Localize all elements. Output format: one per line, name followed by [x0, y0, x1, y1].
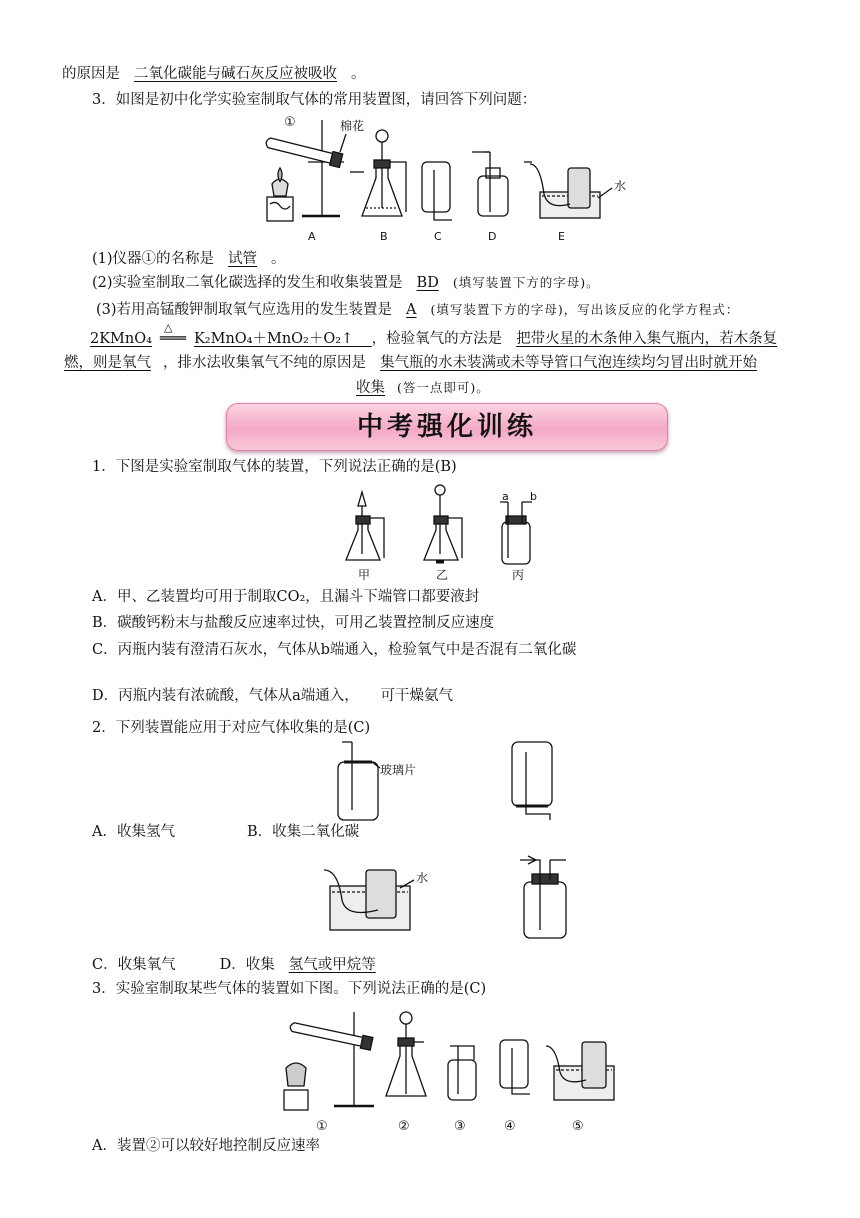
- t2-options-cd: [92, 955, 390, 975]
- wood-block: [267, 197, 293, 221]
- flask-2-icon: [386, 1012, 426, 1096]
- label-a: a: [502, 490, 509, 503]
- text: (1)仪器①的名称是: [92, 251, 215, 267]
- top-line: [62, 64, 366, 84]
- answer-blank: 收集: [356, 380, 385, 396]
- test-tube-icon: [265, 135, 343, 167]
- answer-blank: 氢气或甲烷等: [288, 957, 376, 973]
- equation: [74, 321, 372, 347]
- q3-part2: [92, 273, 600, 293]
- apparatus-figure-t3: [278, 1006, 618, 1136]
- trough-5-icon: [546, 1042, 614, 1100]
- text: 的原因是: [62, 66, 120, 82]
- text: (3)若用高锰酸钾制取氧气应选用的发生装置是: [96, 302, 393, 318]
- answer-blank: 把带火星的木条伸入集气瓶内，若木条复: [516, 331, 778, 347]
- t2-option-b: B．收集二氧化碳: [246, 824, 360, 840]
- answer-blank: 试管: [228, 251, 258, 267]
- t2-option-a: A．收集氢气: [92, 824, 175, 840]
- text: 。: [351, 66, 366, 82]
- bottle-b-icon: [512, 742, 552, 820]
- t3-option-a: A．装置②可以较好地控制反应速率: [92, 1138, 320, 1154]
- glass-label: 玻璃片: [380, 763, 417, 777]
- water-label: 水: [614, 179, 627, 193]
- flask-jia-icon: [346, 492, 384, 560]
- q3-part1: [92, 249, 286, 269]
- section-banner: [226, 403, 668, 451]
- note: (填写装置下方的字母)。: [452, 275, 600, 290]
- apparatus-figure-t2-ab: [330, 738, 570, 828]
- bottle-bing-icon: [500, 502, 532, 564]
- apparatus-figure-t2-cd: [320, 852, 580, 942]
- trough-c-icon: [324, 870, 410, 930]
- label-d: D: [488, 230, 497, 243]
- bottle-a-icon: [338, 742, 378, 820]
- label-a: A: [308, 230, 316, 243]
- t2-option-c: C．收集氧气: [92, 957, 176, 973]
- water-label: 水: [416, 871, 429, 885]
- label-2: ②: [398, 1119, 410, 1134]
- t1-option-d: D．丙瓶内装有浓硫酸，气体从a端通入， 可干燥氨气: [92, 688, 454, 704]
- bottle-d-icon: [520, 856, 566, 938]
- answer-blank: 二氧化碳能与碱石灰反应被吸收: [134, 66, 337, 82]
- text: 。: [271, 251, 286, 267]
- answer-blank: 集气瓶的水未装满或未等导管口气泡连续均匀冒出时就开始: [380, 355, 757, 371]
- label-1: ①: [316, 1119, 328, 1134]
- stand-1-icon: [284, 1012, 374, 1110]
- bottle-c-icon: [422, 162, 452, 220]
- label-e: E: [558, 230, 565, 243]
- label-c: C: [434, 230, 442, 243]
- label-5: ⑤: [572, 1119, 584, 1134]
- bottle-4-icon: [500, 1040, 530, 1094]
- eq-right: K₂MnO₄＋MnO₂＋O₂↑: [193, 331, 354, 347]
- eq-arrow: △ ═══: [152, 329, 194, 349]
- trough-e-icon: [524, 162, 600, 218]
- text: ，排水法收集氧气不纯的原因是: [163, 355, 366, 371]
- label-jia: 甲: [358, 568, 371, 582]
- answer-blank: 燃，则是氧气: [64, 355, 151, 371]
- label-yi: 乙: [436, 568, 449, 582]
- bottle-d-icon: [472, 152, 508, 216]
- t3-stem: 3．实验室制取某些气体的装置如下图。下列说法正确的是(C): [92, 981, 487, 997]
- flask-yi-icon: [424, 485, 462, 562]
- text: ，检验氧气的方法是: [371, 331, 503, 347]
- banner-title: 中考强化训练: [356, 412, 537, 442]
- flask-b-icon: [362, 130, 406, 216]
- apparatus-figure-q3: [262, 112, 642, 242]
- q3-stem: 3．如图是初中化学实验室制取气体的常用装置图，请回答下列问题：: [92, 92, 537, 108]
- q3-part3-line1: [96, 300, 739, 320]
- q3-part3-line2: [74, 321, 791, 349]
- answer-blank: A: [406, 302, 417, 318]
- apparatus-figure-t1: [340, 482, 540, 582]
- label-bing: 丙: [512, 568, 525, 582]
- t1-option-b: B．碳酸钙粉末与盐酸反应速率过快，可用乙装置控制反应速度: [92, 615, 495, 631]
- circle-label: ①: [284, 115, 296, 130]
- label-3: ③: [454, 1119, 466, 1134]
- q3-part3-line4: [356, 378, 490, 398]
- eq-left: 2KMnO₄: [90, 331, 152, 347]
- label-4: ④: [504, 1119, 516, 1134]
- delta-symbol: △: [163, 321, 173, 334]
- t1-option-a: A．甲、乙装置均可用于制取CO₂，且漏斗下端管口都要液封: [92, 589, 480, 605]
- text: (2)实验室制取二氧化碳选择的发生和收集装置是: [92, 275, 403, 291]
- note: (填写装置下方的字母)，写出该反应的化学方程式：: [430, 302, 740, 317]
- t1-option-c: C．丙瓶内装有澄清石灰水，气体从b端通入，检验氧气中是否混有二氧化碳: [92, 642, 577, 658]
- cotton-label: 棉花: [340, 119, 365, 133]
- q3-part3-line3: [64, 353, 771, 373]
- label-b: b: [530, 490, 537, 503]
- t1-stem: 1．下图是实验室制取气体的装置，下列说法正确的是(B): [92, 459, 457, 475]
- label-b: B: [380, 230, 388, 243]
- t2-stem: 2．下列装置能应用于对应气体收集的是(C): [92, 720, 371, 736]
- answer-blank: BD: [416, 275, 439, 291]
- bottle-3-icon: [448, 1046, 476, 1100]
- note: (答一点即可)。: [397, 380, 490, 395]
- t2-options-ab: [92, 822, 359, 842]
- t2-option-d: D．收集: [219, 957, 275, 973]
